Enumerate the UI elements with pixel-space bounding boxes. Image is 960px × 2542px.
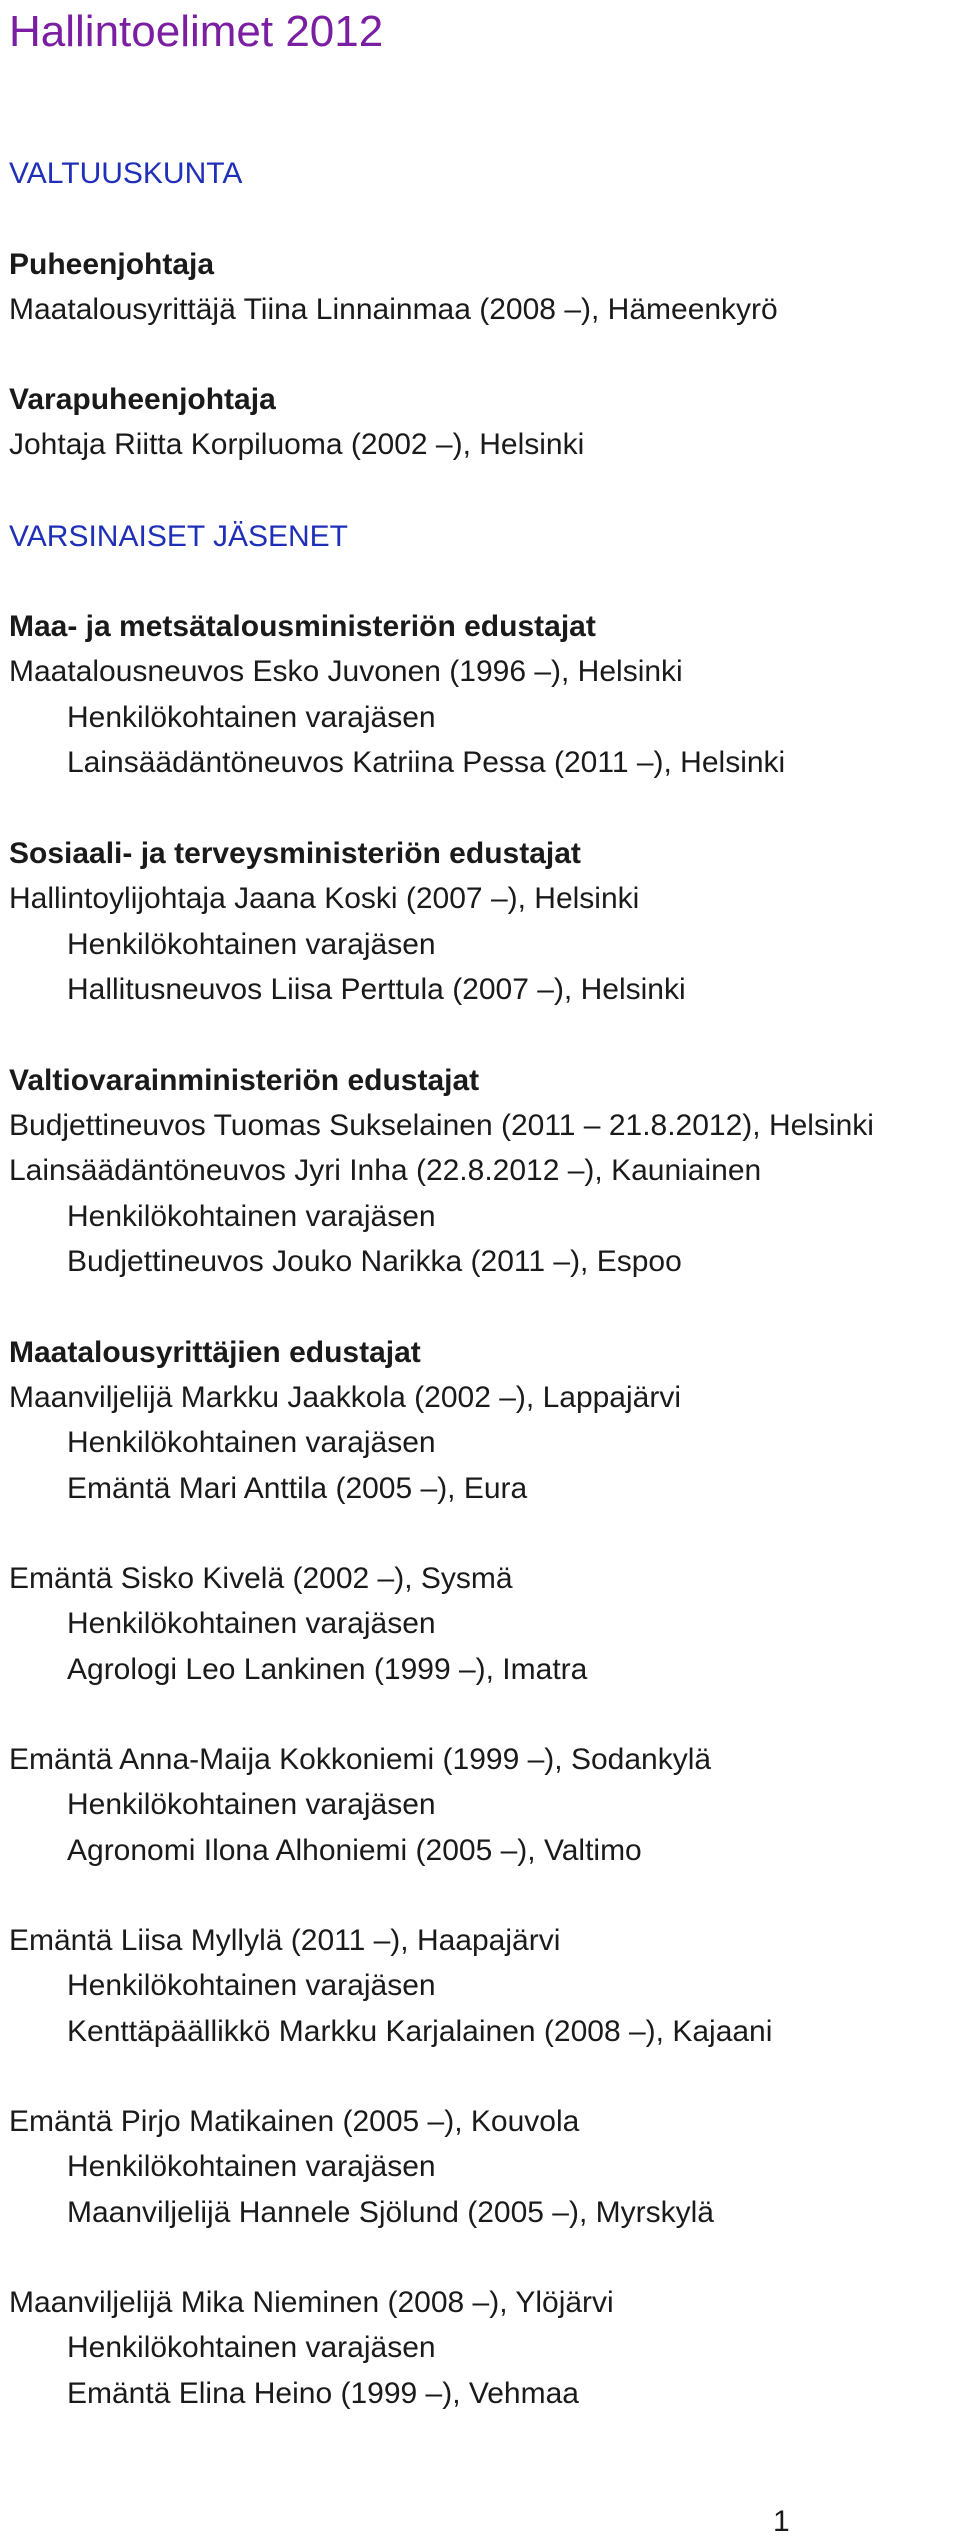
vice-chair-heading: Varapuheenjohtaja [9,383,276,416]
chair-heading: Puheenjohtaja [9,248,215,281]
deputy-label: Henkilökohtainen varajäsen [67,1969,436,2002]
member-farmers-4: Emäntä Liisa Myllylä (2011 –), Haapajärvi [9,1924,561,1957]
deputy-label: Henkilökohtainen varajäsen [67,1426,436,1459]
member-vm-1: Budjettineuvos Tuomas Sukselainen (2011 – 21.8.2012), Helsinki [9,1109,874,1142]
member-farmers-3: Emäntä Anna-Maija Kokkoniemi (1999 –), Sodankylä [9,1743,712,1776]
deputy-farmers-3: Agronomi Ilona Alhoniemi (2005 –), Valtimo [67,1834,642,1867]
member-mmm-1: Maatalousneuvos Esko Juvonen (1996 –), Helsinki [9,655,683,688]
group-heading-farmers: Maatalousyrittäjien edustajat [9,1336,421,1369]
group-heading-mmm: Maa- ja metsätalousministeriön edustajat [9,610,596,643]
member-stm-1: Hallintoylijohtaja Jaana Koski (2007 –), Helsinki [9,882,640,915]
deputy-label: Henkilökohtainen varajäsen [67,2331,436,2364]
deputy-vm-1: Budjettineuvos Jouko Narikka (2011 –), Espoo [67,1245,682,1278]
group-heading-vm: Valtiovarainministeriön edustajat [9,1064,480,1097]
deputy-farmers-1: Emäntä Mari Anttila (2005 –), Eura [67,1472,528,1505]
deputy-label: Henkilökohtainen varajäsen [67,1788,436,1821]
member-farmers-1: Maanviljelijä Markku Jaakkola (2002 –), Lappajärvi [9,1381,681,1414]
chair-person: Maatalousyrittäjä Tiina Linnainmaa (2008 –), Hämeenkyrö [9,293,778,326]
member-vm-2: Lainsäädäntöneuvos Jyri Inha (22.8.2012 –), Kauniainen [9,1154,762,1187]
page-number: 1 [773,2505,790,2538]
member-farmers-5: Emäntä Pirjo Matikainen (2005 –), Kouvola [9,2105,580,2138]
vice-chair-person: Johtaja Riitta Korpiluoma (2002 –), Helsinki [9,428,585,461]
deputy-label: Henkilökohtainen varajäsen [67,701,436,734]
deputy-mmm-1: Lainsäädäntöneuvos Katriina Pessa (2011 –), Helsinki [67,746,786,779]
deputy-label: Henkilökohtainen varajäsen [67,1200,436,1233]
deputy-stm-1: Hallitusneuvos Liisa Perttula (2007 –), Helsinki [67,973,686,1006]
deputy-farmers-4: Kenttäpäällikkö Markku Karjalainen (2008 –), Kajaani [67,2015,773,2048]
group-heading-stm: Sosiaali- ja terveysministeriön edustajat [9,837,581,870]
deputy-farmers-2: Agrologi Leo Lankinen (1999 –), Imatra [67,1653,588,1686]
page-title: Hallintoelimet 2012 [9,7,384,56]
deputy-farmers-6: Emäntä Elina Heino (1999 –), Vehmaa [67,2377,579,2410]
deputy-label: Henkilökohtainen varajäsen [67,928,436,961]
member-farmers-2: Emäntä Sisko Kivelä (2002 –), Sysmä [9,1562,513,1595]
deputy-farmers-5: Maanviljelijä Hannele Sjölund (2005 –), Myrskylä [67,2196,714,2229]
deputy-label: Henkilökohtainen varajäsen [67,2150,436,2183]
deputy-label: Henkilökohtainen varajäsen [67,1607,436,1640]
members-heading: VARSINAISET JÄSENET [9,520,348,553]
section-heading-valtuuskunta: VALTUUSKUNTA [9,157,243,190]
member-farmers-6: Maanviljelijä Mika Nieminen (2008 –), Ylöjärvi [9,2286,614,2319]
